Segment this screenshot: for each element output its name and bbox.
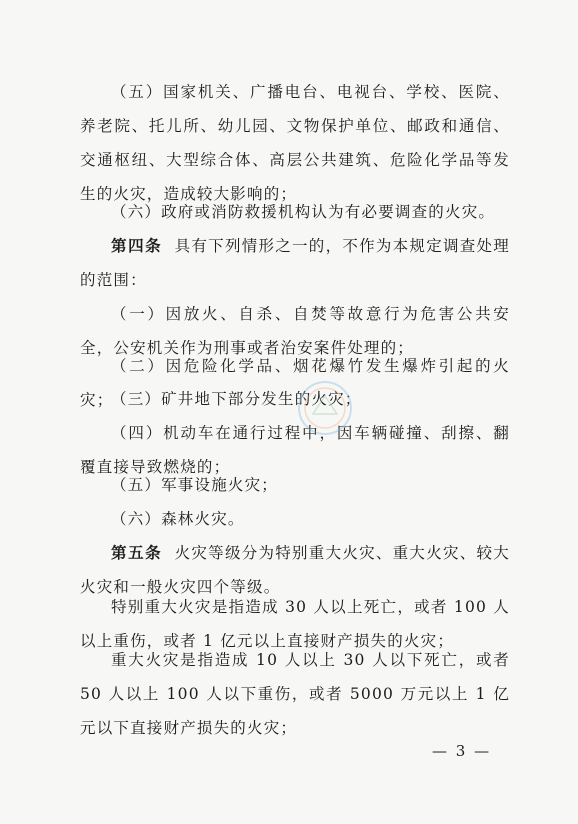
grade-especially-major: 特别重大火灾是指造成 30 人以上死亡，或者 100 人以上重伤，或者 1 亿元以上直接财产损失的火灾； (80, 598, 510, 650)
paragraph-item-5: （五）国家机关、广播电台、电视台、学校、医院、养老院、托儿所、幼儿园、文物保护单位、邮政和通信、交通枢纽、大型综合体、高层公共建筑、危险化学品等发生的火灾，造成较大影响的； (80, 83, 510, 203)
watermark-logo (295, 378, 355, 438)
exclusion-item-3: （三）矿井地下部分发生的火灾； (111, 390, 362, 408)
page-number: — 3 — (432, 742, 492, 760)
article-5-heading: 第五条 (111, 543, 163, 562)
exclusion-item-1: （一）因放火、自杀、自焚等故意行为危害公共安全，公安机关作为刑事或者治安案件处理的； (80, 305, 510, 357)
article-4-heading: 第四条 (111, 236, 163, 255)
article-5-text: 火灾等级分为特别重大火灾、重大火灾、较大火灾和一般火灾四个等级。 (80, 544, 510, 596)
exclusion-item-4: （四）机动车在通行过程中，因车辆碰撞、刮擦、翻覆直接导致燃烧的； (80, 424, 510, 476)
exclusion-item-5: （五）军事设施火灾； (111, 476, 279, 494)
article-4-text: 具有下列情形之一的，不作为本规定调查处理的范围： (80, 237, 510, 289)
exclusion-item-2: （二）因危险化学品、烟花爆竹发生爆炸引起的火灾； (80, 357, 510, 409)
exclusion-item-6: （六）森林火灾。 (111, 510, 245, 528)
paragraph-item-6: （六）政府或消防救援机构认为有必要调查的火灾。 (111, 203, 496, 221)
grade-major: 重大火灾是指造成 10 人以上 30 人以下死亡，或者 50 人以上 100 人以下重伤，或者 5000 万元以上 1 亿元以下直接财产损失的火灾； (80, 651, 510, 737)
article-4 (80, 229, 510, 297)
